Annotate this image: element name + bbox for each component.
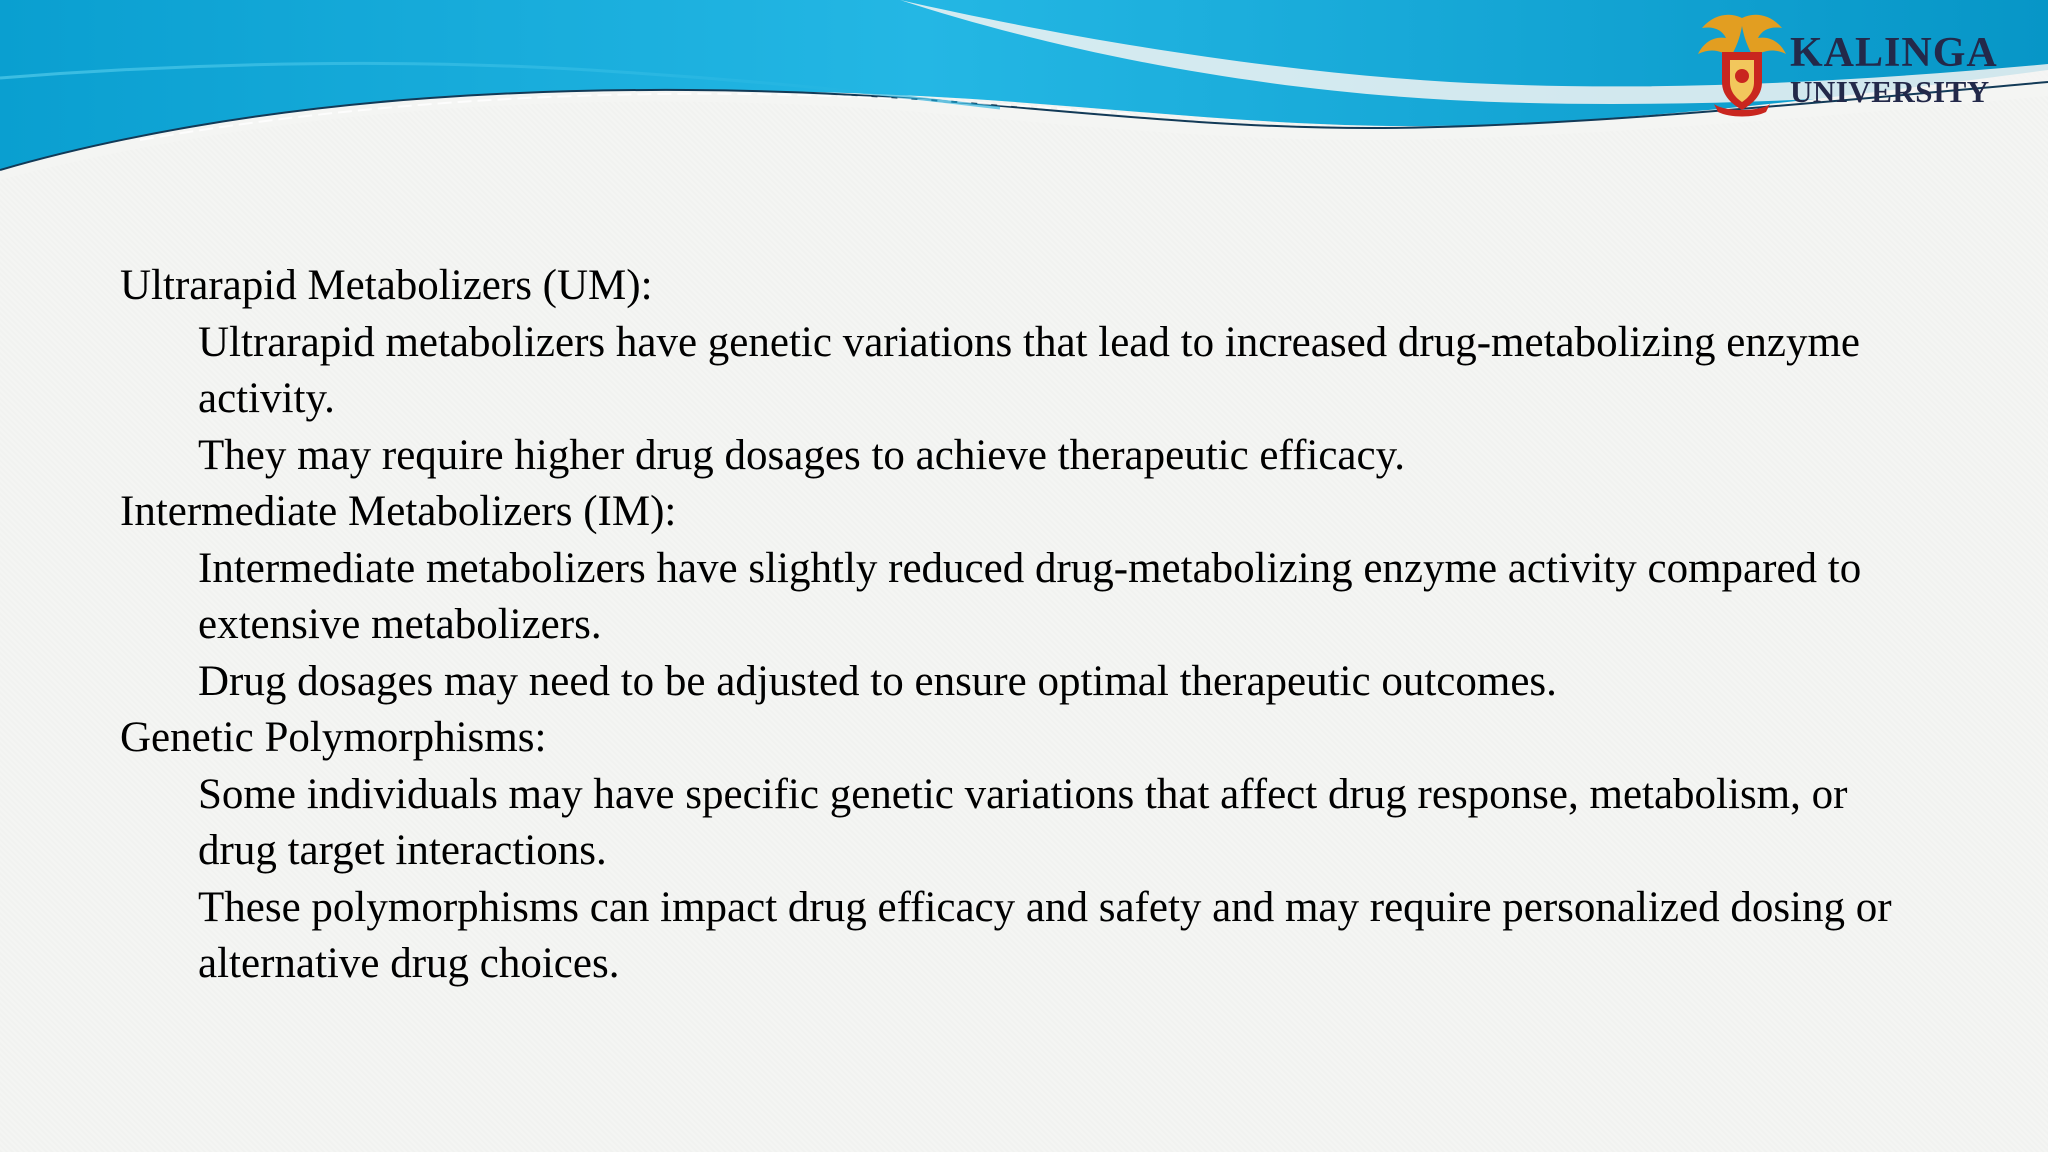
section-point: They may require higher drug dosages to achieve therapeutic efficacy. (198, 431, 1406, 479)
slide-body (120, 258, 1920, 993)
emblem-icon (1692, 8, 1792, 118)
section-ultrarapid (120, 258, 1920, 484)
section-point: Drug dosages may need to be adjusted to ensure optimal therapeutic outcomes. (198, 657, 1557, 705)
university-logo (1692, 8, 1998, 118)
logo-line-kalinga: KALINGA (1790, 30, 1998, 76)
section-genetic-polymorphisms (120, 710, 1920, 993)
section-point: These polymorphisms can impact drug efficacy and safety and may require personalized dosing or alternative drug choices. (198, 883, 1892, 987)
section-point: Intermediate metabolizers have slightly reduced drug-metabolizing enzyme activity compared to extensive metabolizers. (198, 544, 1862, 648)
section-intermediate (120, 484, 1920, 710)
section-heading: Genetic Polymorphisms: (120, 714, 547, 761)
logo-wordmark (1790, 32, 1998, 107)
section-point: Ultrarapid metabolizers have genetic variations that lead to increased drug-metabolizing enzyme activity. (198, 318, 1860, 422)
section-heading: Intermediate Metabolizers (IM): (120, 488, 677, 535)
logo-line-university: UNIVERSITY (1790, 74, 1990, 109)
section-point: Some individuals may have specific genetic variations that affect drug response, metabolism, or drug target interactions. (198, 770, 1848, 874)
section-heading: Ultrarapid Metabolizers (UM): (120, 262, 653, 309)
